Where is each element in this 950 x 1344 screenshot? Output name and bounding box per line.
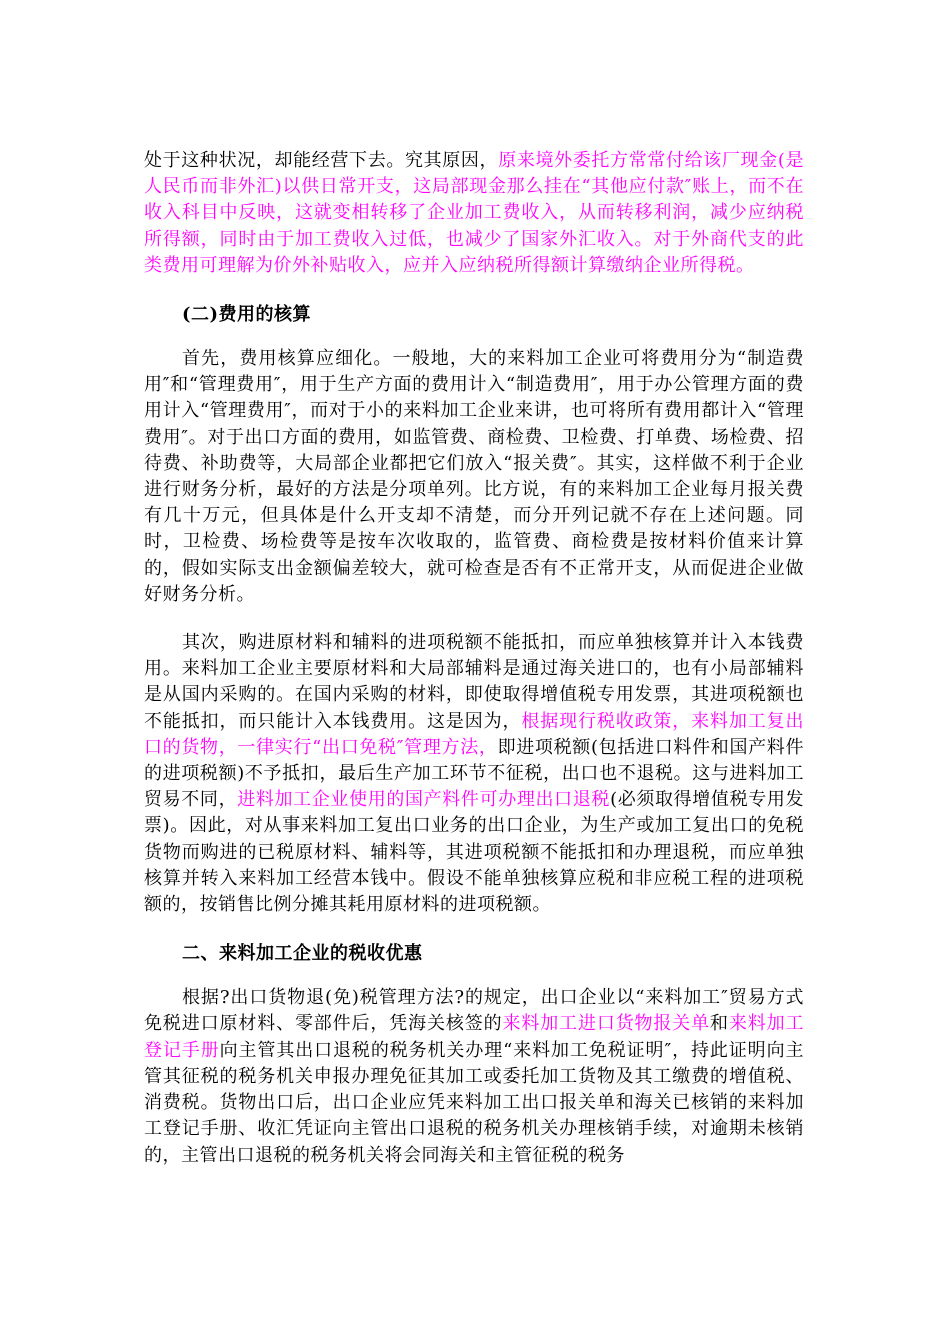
highlighted-text: 来料加工登记手册: [144, 1013, 805, 1061]
paragraph-text: 即进项税额(包括进口料件和国产料件的进项税额)不予抵扣，最后生产加工环节不征税，出口也不退税。这与进料加工贸易不同，: [144, 736, 804, 811]
paragraph-text: 根据?出口货物退(免)税管理方法?的规定，出口企业以“来料加工″贸易方式免税进口原材料、零部件后，凭海关核签的: [144, 987, 804, 1035]
document-page: [144, 148, 804, 1169]
paragraph-text: 向主管其出口退税的税务机关办理“来料加工免税证明″，持此证明向主管其征税的税务机关申报办理免征其加工或委托加工货物及其工缴费的增值税、消费税。货物出口后，出口企业应凭来料加工出口报关单和海关已核销的来料加工登记手册、收汇凭证向主管出口退税的税务机关办理核销手续，对逾期未核销的，主管出口退税的税务机关将会同海关和主管征税的税务: [144, 1039, 804, 1166]
highlighted-text: 进料加工企业使用的国产料件可办理出口退税: [237, 789, 611, 811]
paragraph-tax-exemption: [144, 985, 804, 1168]
paragraph-input-tax: [144, 630, 804, 918]
highlighted-text: 来料加工进口货物报关单: [502, 1013, 711, 1035]
paragraph-text: 和: [710, 1013, 729, 1035]
paragraph-text: (必须取得增值税专用发票)。因此，对从事来料加工复出口业务的出口企业，为生产或加工复出口的免税货物而购进的已税原材料、辅料等，其进项税额不能抵扣和办理退税，而应单独核算并转入来料加工经营本钱中。假设不能单独核算应税和非应税工程的进项税额的，按销售比例分摊其耗用原材料的进项税额。: [144, 789, 805, 916]
section-heading-expense-accounting: (二)费用的核算: [182, 304, 312, 326]
section-heading-tax-incentives: 二、来料加工企业的税收优惠: [182, 943, 423, 965]
paragraph-expense-detail: 首先，费用核算应细化。一般地，大的来料加工企业可将费用分为“制造费用″和“管理费用″，用于生产方面的费用计入“制造费用″，用于办公管理方面的费用计入“管理费用″，而对于小的来料加工企业来讲，也可将所有费用都计入“管理费用″。对于出口方面的费用，如监管费、商检费、卫检费、打单费、场检费、招待费、补助费等，大局部企业都把它们放入“报关费″。其实，这样做不利于企业进行财务分析，最好的方法是分项单列。比方说，有的来料加工企业每月报关费有几十万元，但具体是什么开支却不清楚，而分开列记就不存在上述问题。同时，卫检费、场检费等是按车次收取的，监管费、商检费是按材料价值来计算的，假如实际支出金额偏差较大，就可检查是否有不正常开支，从而促进企业做好财务分析。: [144, 348, 804, 605]
paragraph-text: 处于这种状况，却能经营下去。究其原因，: [144, 150, 499, 171]
paragraph-income-transfer: [144, 148, 804, 279]
paragraph-text: 其次，购进原材料和辅料的进项税额不能抵扣，而应单独核算并计入本钱费用。来料加工企业主要原材料和大局部辅料是通过海关进口的，也有小局部辅料是从国内采购的。在国内采购的材料，即使取得增值税专用发票，其进项税额也不能抵扣，而只能计入本钱费用。这是因为，: [144, 632, 804, 732]
highlighted-text: 原来境外委托方常常付给该厂现金(是人民币而非外汇)以供日常开支，这局部现金那么挂在“其他应付款″账上，而不在收入科目中反映，这就变相转移了企业加工费收入，从而转移利润，减少应纳税所得额，同时由于加工费收入过低，也减少了国家外汇收入。对于外商代支的此类费用可理解为价外补贴收入，应并入应纳税所得额计算缴纳企业所得税。: [144, 150, 804, 276]
highlighted-text: 根据现行税收政策，来料加工复出口的货物，一律实行“出口免税″管理方法，: [144, 710, 805, 758]
